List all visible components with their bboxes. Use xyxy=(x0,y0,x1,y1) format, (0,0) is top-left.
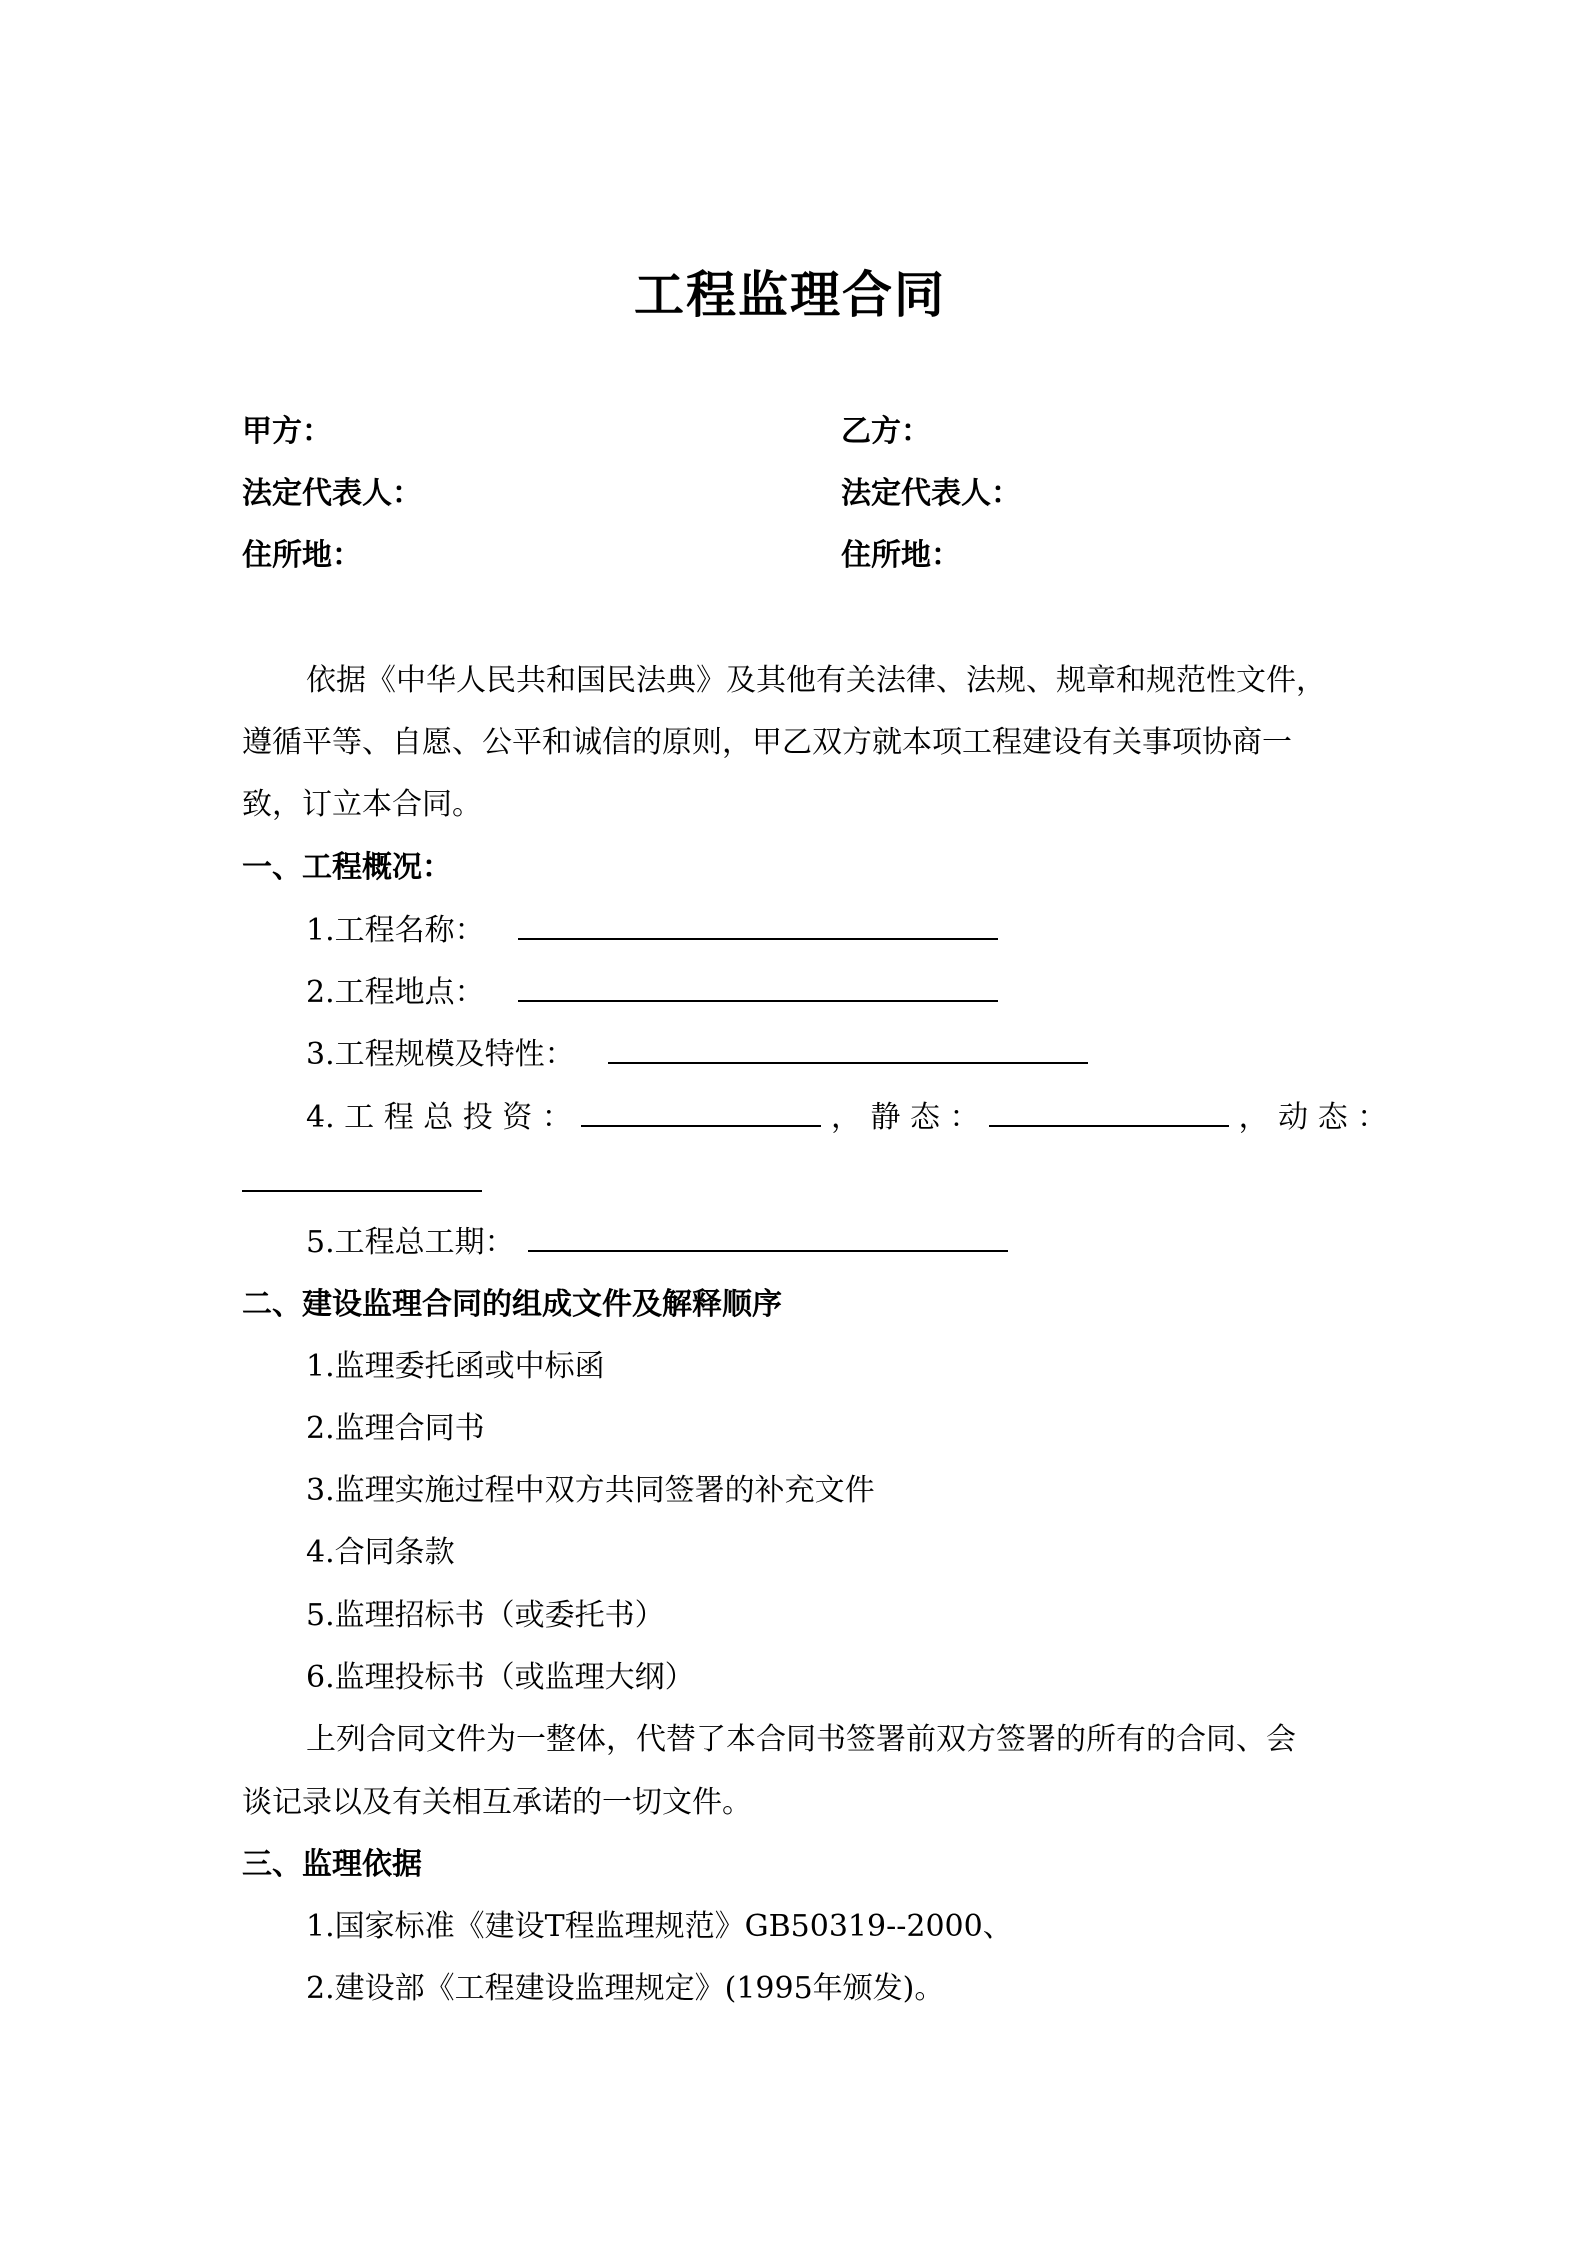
document-title: 工程监理合同 xyxy=(634,265,946,324)
project-location-label: 2.工程地点： xyxy=(306,975,485,1010)
project-duration-blank[interactable] xyxy=(528,1222,1008,1252)
project-scale-blank[interactable] xyxy=(608,1034,1088,1064)
total-investment-label: 4. 工 程 总 投 资 ： xyxy=(306,1100,572,1135)
section-3-item-1: 1.国家标准《建设T程监理规范》GB50319--2000、 xyxy=(306,1909,1013,1944)
party-a-address-label: 住所地： xyxy=(242,538,362,573)
section-2-closing-line-1: 上列合同文件为一整体，代替了本合同书签署前双方签署的所有的合同、会 xyxy=(306,1722,1296,1757)
static-investment-label: ， 静 态 ： xyxy=(830,1100,980,1135)
project-duration-label: 5.工程总工期： xyxy=(306,1225,515,1260)
party-b-label: 乙方： xyxy=(841,414,931,449)
party-b-legal-rep-label: 法定代表人： xyxy=(841,476,1021,511)
total-investment-blank[interactable] xyxy=(581,1097,821,1127)
dynamic-investment-label: ， 动 态 ： xyxy=(1238,1100,1388,1135)
static-investment-blank[interactable] xyxy=(989,1097,1229,1127)
preamble-line-2: 遵循平等、自愿、公平和诚信的原则，甲乙双方就本项工程建设有关事项协商一 xyxy=(242,725,1292,760)
section-2-item-4: 4.合同条款 xyxy=(306,1535,455,1570)
party-a-label: 甲方： xyxy=(242,414,332,449)
project-name-row xyxy=(306,910,998,951)
section-2-item-2: 2.监理合同书 xyxy=(306,1411,485,1446)
section-2-heading: 二、建设监理合同的组成文件及解释顺序 xyxy=(242,1287,782,1322)
total-investment-row xyxy=(306,1097,1387,1138)
section-2-item-6: 6.监理投标书（或监理大纲） xyxy=(306,1660,695,1695)
project-location-blank[interactable] xyxy=(518,972,998,1002)
project-location-row xyxy=(306,972,998,1013)
preamble-line-1: 依据《中华人民共和国民法典》及其他有关法律、法规、规章和规范性文件， xyxy=(306,663,1326,698)
section-2-item-3: 3.监理实施过程中双方共同签署的补充文件 xyxy=(306,1473,875,1508)
project-scale-row xyxy=(306,1034,1088,1075)
project-scale-label: 3.工程规模及特性： xyxy=(306,1037,575,1072)
project-name-label: 1.工程名称： xyxy=(306,913,485,948)
section-2-closing-line-2: 谈记录以及有关相互承诺的一切文件。 xyxy=(242,1785,752,1820)
dynamic-investment-blank[interactable] xyxy=(242,1162,482,1192)
section-2-item-5: 5.监理招标书（或委托书） xyxy=(306,1598,665,1633)
section-1-heading: 一、工程概况： xyxy=(242,850,452,885)
preamble-line-3: 致，订立本合同。 xyxy=(242,787,482,822)
section-3-item-2: 2.建设部《工程建设监理规定》(1995年颁发)。 xyxy=(306,1971,945,2006)
project-duration-row xyxy=(306,1222,1008,1263)
dynamic-investment-row xyxy=(242,1162,482,1203)
party-b-address-label: 住所地： xyxy=(841,538,961,573)
section-2-item-1: 1.监理委托函或中标函 xyxy=(306,1349,605,1384)
party-a-legal-rep-label: 法定代表人： xyxy=(242,476,422,511)
section-3-heading: 三、监理依据 xyxy=(242,1847,422,1882)
project-name-blank[interactable] xyxy=(518,910,998,940)
